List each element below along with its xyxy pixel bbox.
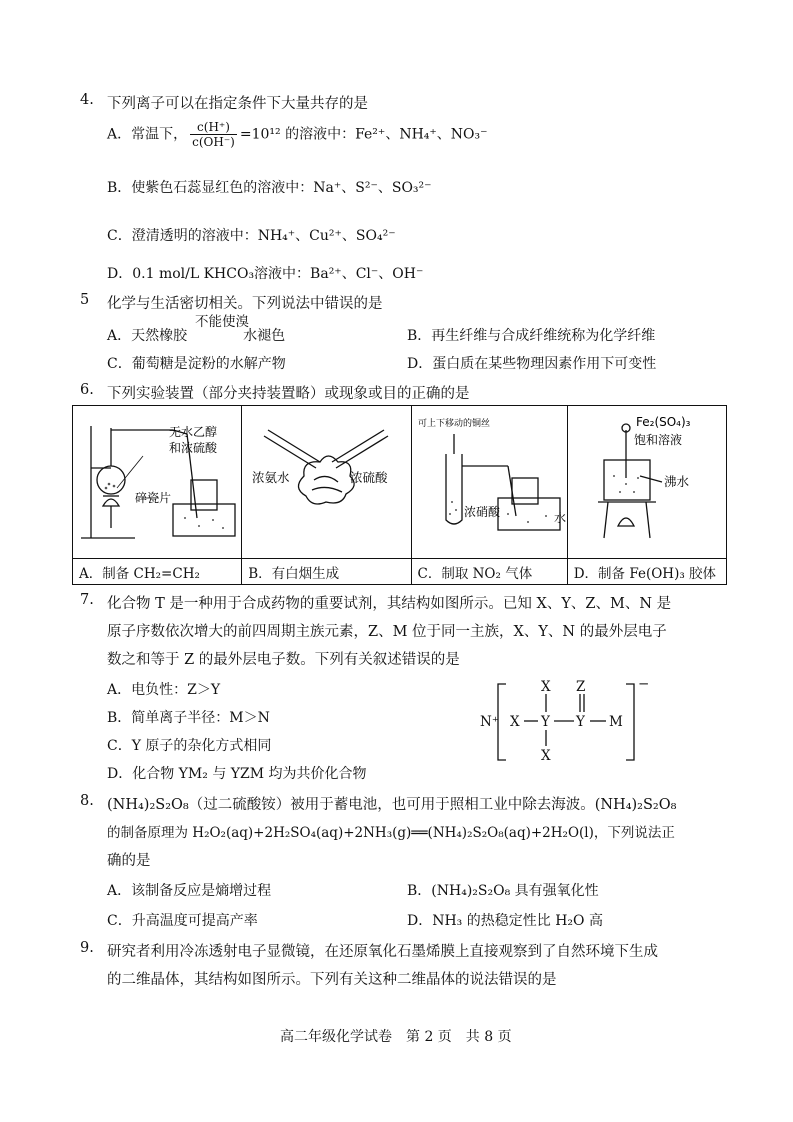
q7-option-a: A．电负性：Z＞Y: [107, 682, 221, 698]
apparatus-c-label-water: 水: [553, 511, 566, 525]
q5-option-d: D．蛋白质在某些物理因素作用下可变性: [407, 356, 657, 372]
q5-handwritten-insert: 不能使溴: [195, 314, 249, 330]
q6-stem: 下列实验装置（部分夹持装置略）或现象或目的正确的是: [107, 386, 470, 402]
q8-option-d: D．NH₃ 的热稳定性比 H₂O 高: [407, 913, 603, 929]
q5-number: 5: [80, 292, 90, 308]
apparatus-b-label-right: 浓硫酸: [350, 470, 388, 485]
structure-n-cation: N⁺: [480, 714, 499, 730]
q4-number: 4.: [80, 92, 94, 108]
q5-option-a-post: 水褪色: [243, 328, 286, 344]
q9-line-2: 的二维晶体，其结构如图所示。下列有关这种二维晶体的说法错误的是: [107, 972, 557, 988]
apparatus-a-label-2: 和浓硫酸: [169, 441, 218, 455]
q4-option-a: [107, 120, 488, 149]
q5-stem: 化学与生活密切相关。下列说法中错误的是: [107, 296, 383, 312]
q4-option-a-label: A．常温下，: [107, 126, 188, 143]
no2-apparatus-drawing: [412, 406, 567, 554]
q9-line-1: 研究者利用冷冻透射电子显微镜，在还原氧化石墨烯膜上直接观察到了自然环境下生成: [107, 944, 658, 960]
apparatus-b-label-left: 浓氨水: [252, 470, 290, 485]
structure-x-bottom: X: [541, 748, 551, 764]
white-smoke-drawing: [242, 406, 410, 554]
structure-y-left: Y: [541, 714, 550, 730]
q6-number: 6.: [80, 382, 94, 398]
apparatus-c-figure: [411, 406, 567, 559]
structure-y-right: Y: [576, 714, 585, 730]
q7-option-b: B．简单离子半径：M＞N: [107, 710, 270, 726]
q7-line-3: 数之和等于 Z 的最外层电子数。下列有关叙述错误的是: [107, 652, 460, 668]
apparatus-d-label-1: Fe₂(SO₄)₃: [635, 415, 691, 429]
q4-fraction-numerator: c(H⁺): [190, 120, 237, 135]
apparatus-d-label-3: 沸水: [663, 474, 689, 489]
page-footer: 高二年级化学试卷 第 2 页 共 8 页: [280, 1029, 512, 1045]
q8-option-a: A．该制备反应是熵增过程: [107, 883, 272, 899]
structure-m: M: [609, 714, 623, 730]
apparatus-c-label-top: 可上下移动的铜丝: [417, 419, 490, 429]
apparatus-b-figure: [242, 406, 411, 559]
q5-option-a-pre: A．天然橡胶: [107, 328, 188, 344]
q8-option-b: B．(NH₄)₂S₂O₈ 具有强氧化性: [407, 883, 599, 899]
apparatus-table: [72, 405, 727, 585]
q4-fraction-denominator: c(OH⁻): [192, 135, 235, 149]
apparatus-b-caption: B．有白烟生成: [242, 559, 411, 585]
apparatus-c-caption: C．制取 NO₂ 气体: [411, 559, 567, 585]
q7-line-1: 化合物 T 是一种用于合成药物的重要试剂，其结构如图所示。已知 X、Y、Z、M、N 是: [107, 596, 672, 612]
q8-line-1: (NH₄)₂S₂O₈（过二硫酸铵）被用于蓄电池，也可用于照相工业中除去海波。(NH₄)₂S₂O₈: [107, 797, 677, 813]
apparatus-a-figure: [73, 406, 242, 559]
ethylene-apparatus-drawing: [73, 406, 241, 554]
structure-charge: −: [638, 676, 650, 692]
q7-number: 7.: [80, 592, 94, 608]
structure-z: Z: [576, 679, 586, 695]
q7-option-d: D．化合物 YM₂ 与 YZM 均为共价化合物: [107, 766, 367, 782]
q7-line-2: 原子序数依次增大的前四周期主族元素，Z、M 位于同一主族，X、Y、N 的最外层电子: [107, 624, 667, 640]
colloid-apparatus-drawing: [568, 406, 726, 554]
structure-x-top: X: [541, 679, 551, 695]
apparatus-a-label-3: 碎瓷片: [135, 491, 172, 505]
q8-number: 8.: [80, 793, 94, 809]
apparatus-d-caption: D．制备 Fe(OH)₃ 胶体: [567, 559, 726, 585]
q4-stem: 下列离子可以在指定条件下大量共存的是: [107, 96, 368, 112]
apparatus-a-label-1: 无水乙醇: [169, 425, 218, 439]
apparatus-a-caption: A．制备 CH₂=CH₂: [73, 559, 242, 585]
q8-line-3: 确的是: [107, 853, 151, 869]
q4-option-a-rest: =10¹² 的溶液中：Fe²⁺、NH₄⁺、NO₃⁻: [239, 126, 488, 143]
q5-option-c: C．葡萄糖是淀粉的水解产物: [107, 356, 286, 372]
q4-option-b: B．使紫色石蕊显红色的溶液中：Na⁺、S²⁻、SO₃²⁻: [107, 180, 432, 196]
q4-option-d: D．0.1 mol/L KHCO₃溶液中：Ba²⁺、Cl⁻、OH⁻: [107, 266, 424, 282]
q4-fraction: [190, 120, 237, 149]
q8-line-2: 的制备原理为 H₂O₂(aq)+2H₂SO₄(aq)+2NH₃(g)══(NH₄)₂S₂O₈(aq)+2H₂O(l)，下列说法正: [107, 825, 675, 841]
apparatus-c-label-acid: 浓硝酸: [463, 505, 500, 519]
q9-number: 9.: [80, 940, 94, 956]
q4-option-c: C．澄清透明的溶液中：NH₄⁺、Cu²⁺、SO₄²⁻: [107, 228, 396, 244]
q8-option-c: C．升高温度可提高产率: [107, 913, 258, 929]
apparatus-d-figure: [567, 406, 726, 559]
compound-t-structure: [478, 676, 658, 768]
q5-option-b: B．再生纤维与合成纤维统称为化学纤维: [407, 328, 656, 344]
q7-option-c: C．Y 原子的杂化方式相同: [107, 738, 272, 754]
structure-x-left: X: [510, 714, 520, 730]
apparatus-d-label-2: 饱和溶液: [633, 433, 682, 447]
